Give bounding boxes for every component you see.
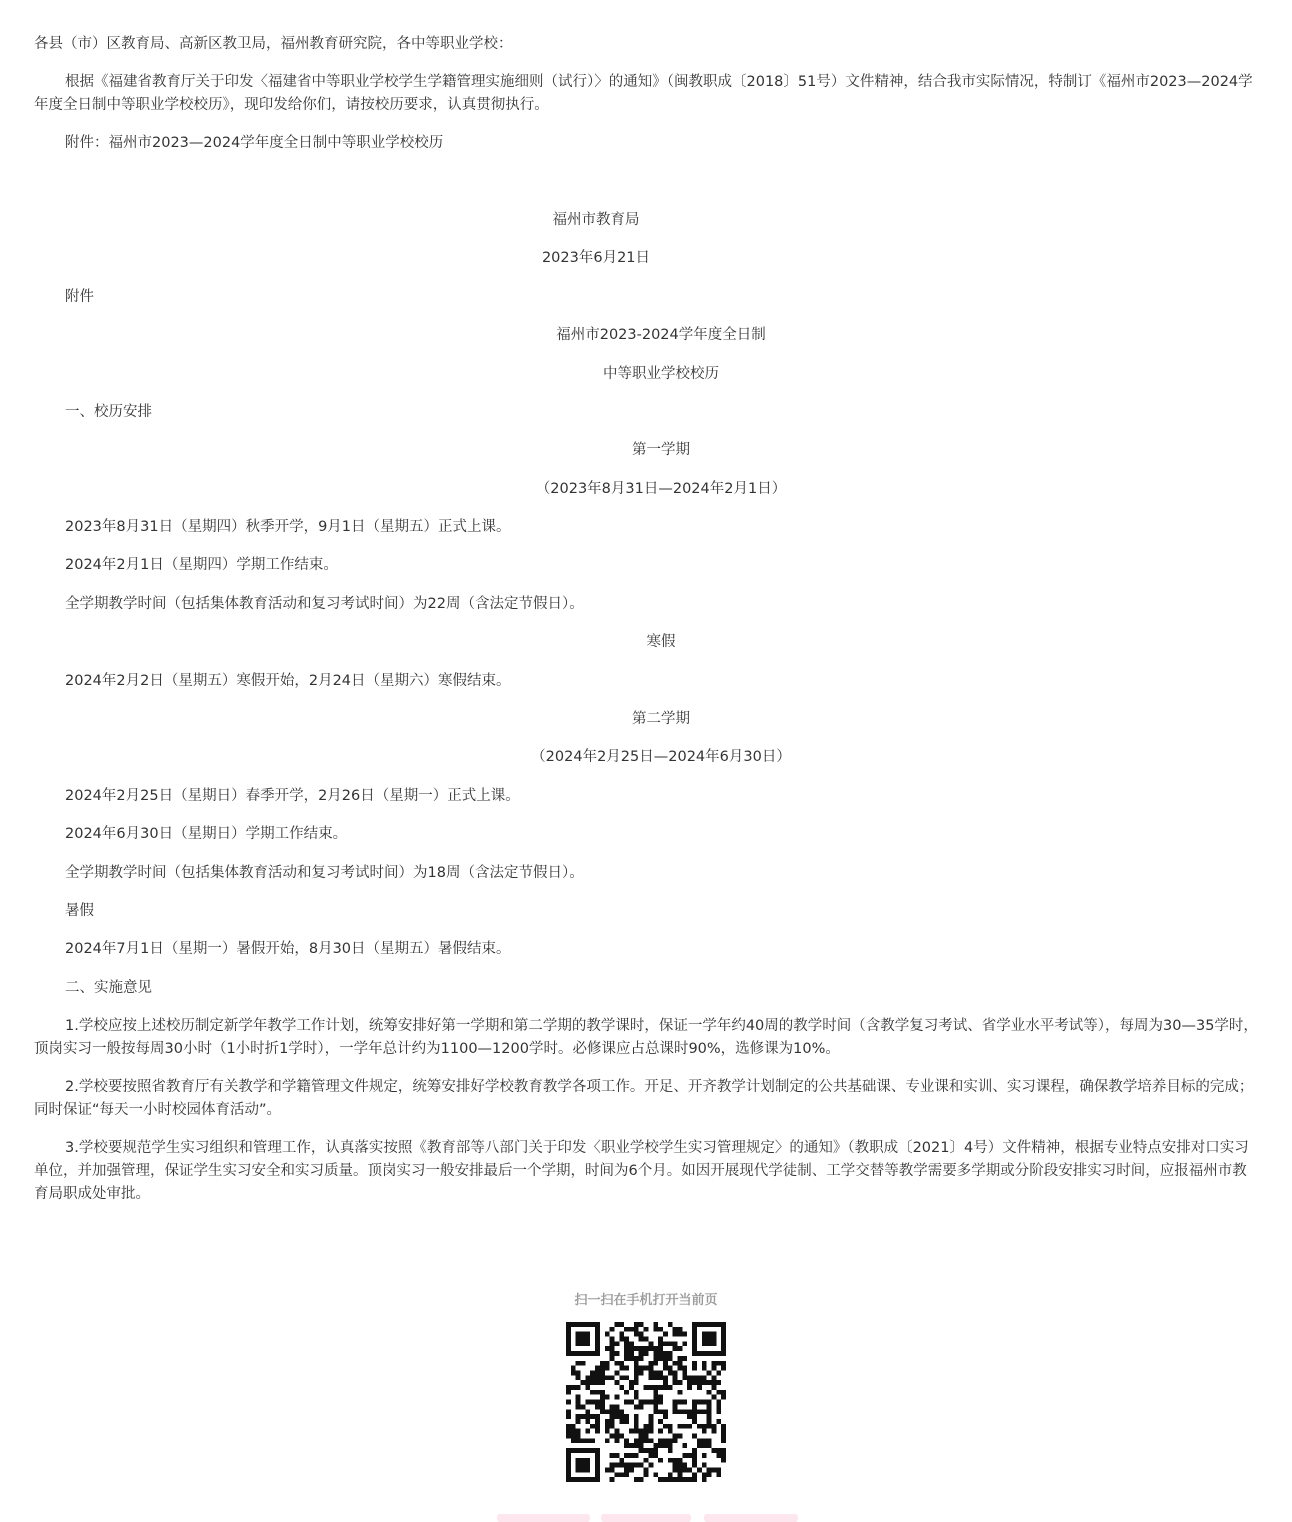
term1-range: （2023年8月31日—2024年2月1日） bbox=[535, 481, 787, 497]
term2-line: 2024年6月30日（星期日）学期工作结束。 bbox=[65, 826, 348, 842]
term1-line: 全学期教学时间（包括集体教育活动和复习考试时间）为22周（含法定节假日）。 bbox=[65, 596, 584, 612]
term1-line: 2023年8月31日（星期四）秋季开学，9月1日（星期五）正式上课。 bbox=[65, 519, 511, 535]
term2-line: 2024年2月25日（星期日）春季开学，2月26日（星期一）正式上课。 bbox=[65, 788, 520, 804]
implementation-item: 1.学校应按上述校历制定新学年教学工作计划，统筹安排好第一学期和第二学期的教学课时，保证一学年约40周的教学时间（含教学复习考试、省学业水平考试等），每周为30—35学时，顶岗实习一般按每周30小时（1小时折1学时），一学年总计约为1100—1200学时。必修课应占总课时90%，选修课为10%。 bbox=[34, 1018, 1258, 1057]
issue-date: 2023年6月21日 bbox=[541, 250, 651, 266]
term2-line: 全学期教学时间（包括集体教育活动和复习考试时间）为18周（含法定节假日）。 bbox=[65, 865, 584, 881]
attachment-title-line2: 中等职业学校校历 bbox=[603, 366, 719, 382]
attachment-reference: 附件：福州市2023—2024学年度全日制中等职业学校校历 bbox=[65, 135, 444, 151]
term2-range: （2024年2月25日—2024年6月30日） bbox=[531, 749, 791, 765]
section-heading-calendar: 一、校历安排 bbox=[65, 404, 152, 420]
winter-line: 2024年2月2日（星期五）寒假开始，2月24日（星期六）寒假结束。 bbox=[65, 673, 511, 689]
term1-line: 2024年2月1日（星期四）学期工作结束。 bbox=[65, 557, 338, 573]
qr-label: 扫一扫在手机打开当前页 bbox=[574, 1293, 718, 1308]
share-button-wechat[interactable] bbox=[601, 1514, 691, 1522]
term2-heading: 第二学期 bbox=[632, 711, 690, 727]
salutation: 各县（市）区教育局、高新区教卫局，福州教育研究院，各中等职业学校： bbox=[34, 36, 513, 52]
winter-heading: 寒假 bbox=[646, 634, 676, 650]
share-button-weibo[interactable] bbox=[497, 1514, 590, 1522]
notice-body-paragraph: 根据《福建省教育厅关于印发〈福建省中等职业学校学生学籍管理实施细则（试行）〉的通知》（闽教职成〔2018〕51号）文件精神，结合我市实际情况，特制订《福州市2023—2024学年度全日制中等职业学校校历》，现印发给你们，请按校历要求，认真贯彻执行。 bbox=[34, 74, 1253, 113]
summer-heading: 暑假 bbox=[65, 903, 94, 919]
attachment-label: 附件 bbox=[65, 289, 94, 305]
share-button-qq[interactable] bbox=[704, 1514, 798, 1522]
qr-code bbox=[566, 1322, 726, 1482]
summer-line: 2024年7月1日（星期一）暑假开始，8月30日（星期五）暑假结束。 bbox=[65, 941, 511, 957]
qr-code-icon bbox=[566, 1322, 726, 1482]
implementation-item: 3.学校要规范学生实习组织和管理工作，认真落实按照《教育部等八部门关于印发〈职业学校学生实习管理规定〉的通知》（教职成〔2021〕4号）文件精神，根据专业特点安排对口实习单位，并加强管理，保证学生实习安全和实习质量。顶岗实习一般安排最后一个学期，时间为6个月。如因开展现代学徒制、工学交替等教学需要多学期或分阶段安排实习时间，应报福州市教育局职成处审批。 bbox=[34, 1140, 1249, 1202]
implementation-item: 2.学校要按照省教育厅有关教学和学籍管理文件规定，统筹安排好学校教育教学各项工作。开足、开齐教学计划制定的公共基础课、专业课和实训、实习课程，确保教学培养目标的完成；同时保证“每天一小时校园体育活动”。 bbox=[34, 1079, 1254, 1118]
section-heading-implementation: 二、实施意见 bbox=[65, 980, 152, 996]
attachment-title-line1: 福州市2023-2024学年度全日制 bbox=[556, 327, 766, 343]
qr-section bbox=[0, 1290, 1292, 1482]
term1-heading: 第一学期 bbox=[632, 442, 690, 458]
issuer-name: 福州市教育局 bbox=[552, 212, 640, 228]
